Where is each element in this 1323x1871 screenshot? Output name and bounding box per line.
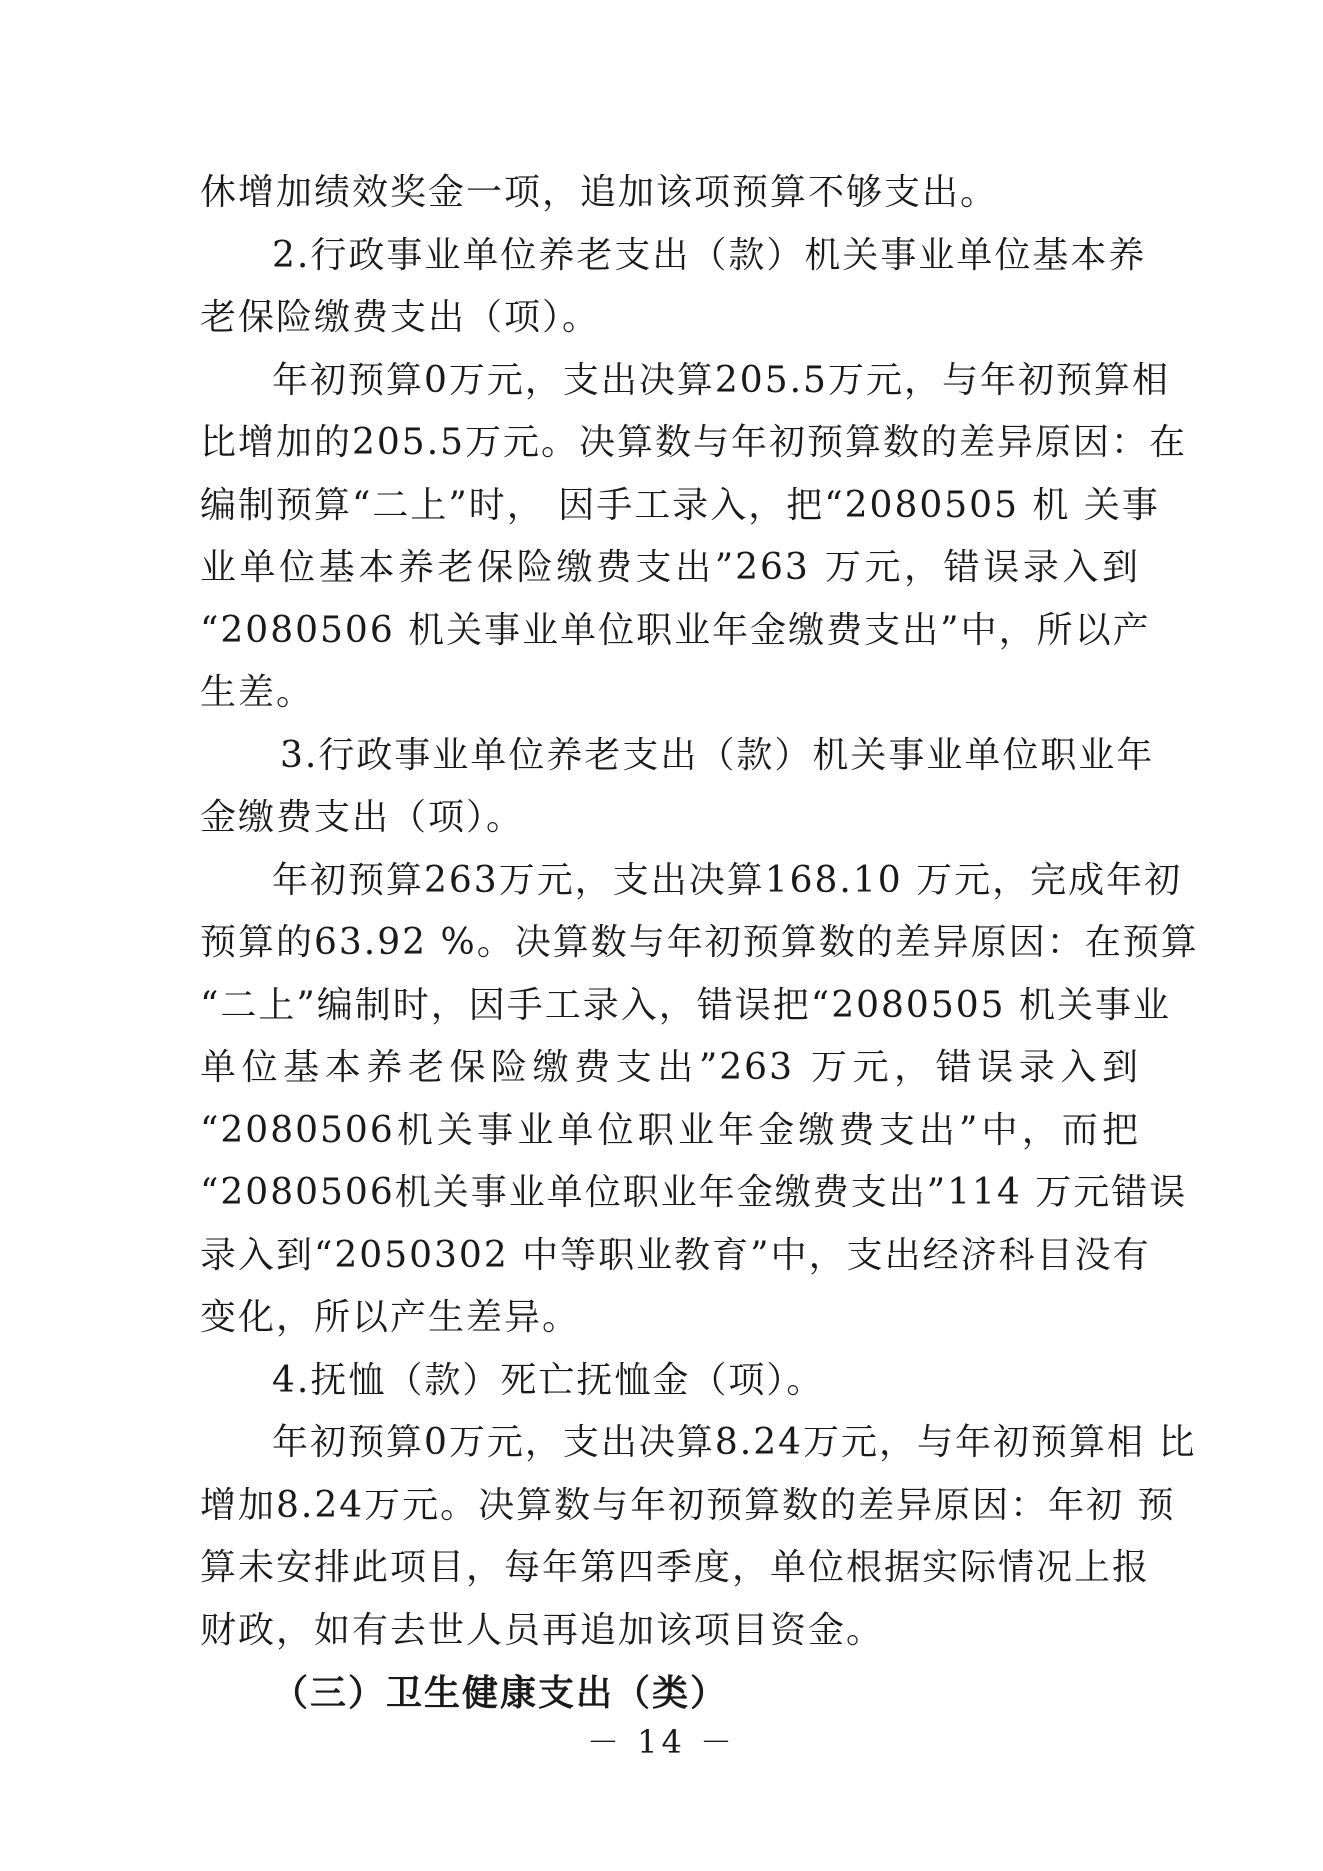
- paragraph-line: 预算的63.92 %。决算数与年初预算数的差异原因：在预算: [200, 922, 1199, 963]
- paragraph-line: 变化，所以产生差异。: [200, 1297, 581, 1338]
- paragraph-line: “二上”编制时，因手工录入，错误把“2080505 机关事业: [200, 985, 1171, 1026]
- paragraph-line: “2080506 机关事业单位职业年金缴费支出”中，所以产: [200, 610, 1151, 651]
- section-heading-line: 2.行政事业单位养老支出（款）机关事业单位基本养: [272, 235, 1147, 276]
- paragraph-line: 年初预算0万元，支出决算8.24万元，与年初预算相 比: [272, 1422, 1197, 1463]
- section-heading-line: 4.抚恤（款）死亡抚恤金（项）。: [272, 1360, 825, 1401]
- paragraph-line: 业单位基本养老保险缴费支出”263 万元，错误录入到: [200, 547, 1140, 588]
- paragraph-line: 算未安排此项目，每年第四季度，单位根据实际情况上报: [200, 1547, 1151, 1588]
- paragraph-line: 年初预算263万元，支出决算168.10 万元，完成年初: [272, 860, 1183, 901]
- paragraph-line: 增加8.24万元。决算数与年初预算数的差异原因：年初 预: [200, 1485, 1176, 1526]
- paragraph-line: 比增加的205.5万元。决算数与年初预算数的差异原因：在: [200, 422, 1188, 463]
- paragraph-line: 财政，如有去世人员再追加该项目资金。: [200, 1610, 885, 1651]
- paragraph-line: 休增加绩效奖金一项，追加该项预算不够支出。: [200, 172, 999, 213]
- section-heading-line: 金缴费支出（项）。: [200, 797, 525, 838]
- section-heading-line: 老保险缴费支出（项）。: [200, 297, 601, 338]
- paragraph-line: 年初预算0万元，支出决算205.5万元，与年初预算相: [272, 360, 1170, 401]
- section-heading-line: 3.行政事业单位养老支出（款）机关事业单位职业年: [280, 735, 1155, 776]
- paragraph-line: 单位基本养老保险缴费支出”263 万元，错误录入到: [200, 1047, 1140, 1088]
- paragraph-line: 录入到“2050302 中等职业教育”中，支出经济科目没有: [200, 1235, 1151, 1276]
- paragraph-line: 编制预算“二上”时， 因手工录入，把“2080505 机 关事: [200, 485, 1160, 526]
- paragraph-line: 生差。: [200, 672, 315, 713]
- paragraph-line: “2080506机关事业单位职业年金缴费支出”114 万元错误: [200, 1172, 1188, 1213]
- section-title-health: （三）卫生健康支出（类）: [272, 1672, 729, 1714]
- paragraph-line: “2080506机关事业单位职业年金缴费支出”中，而把: [200, 1110, 1140, 1151]
- page-number: － 14 －: [586, 1723, 737, 1761]
